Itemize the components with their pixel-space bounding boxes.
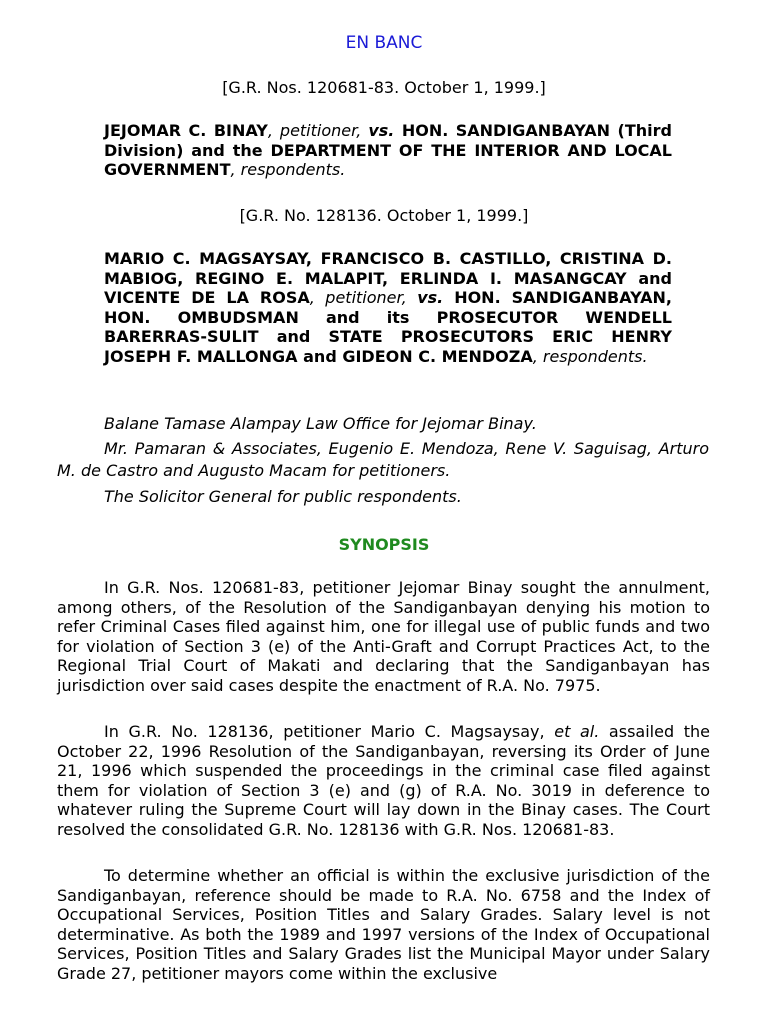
case1-respondents-names: HON. SANDIGANBAYAN (Third Division) and the DEPARTMENT OF THE INTERIOR AND LOCAL GOVERNMENT: [104, 121, 672, 180]
case1-petitioner-name: JEJOMAR C. BINAY: [104, 121, 268, 140]
case2-vs: vs.: [417, 288, 444, 308]
case1-respondents-role: , respondents.: [230, 160, 346, 180]
counsel-line-1: Balane Tamase Alampay Law Office for Jejomar Binay.: [104, 414, 537, 433]
case1-vs: vs.: [368, 121, 395, 140]
counsel-line-3: The Solicitor General for public respondents.: [104, 487, 462, 506]
synopsis-paragraph-1: In G.R. Nos. 120681-83, petitioner Jejomar Binay sought the annulment, among others, of the Resolution of the Sandiganbayan denying his motion to refer Criminal Cases filed against him, one for illegal use of public funds and two for violation of Section 3 (e) of the Anti-Graft and Corrupt Practices Act, to the Regional Trial Court of Makati and declaring that the Sandiganbayan has jurisdiction over said cases despite the enactment of R.A. No. 7975.: [57, 578, 710, 695]
synopsis-paragraph-3: To determine whether an official is within the exclusive jurisdiction of the Sandiganbayan, reference should be made to R.A. No. 6758 and the Index of Occupational Services, Position Titles and Salary Grades. Salary level is not determinative. As both the 1989 and 1997 versions of the Index of Occupational Services, Position Titles and Salary Grades list the Municipal Mayor under Salary Grade 27, petitioner mayors come within the exclusive: [57, 866, 710, 983]
case2-caption: [104, 249, 672, 367]
synopsis-heading: SYNOPSIS: [338, 535, 430, 554]
counsel-line-2: Mr. Pamaran & Associates, Eugenio E. Mendoza, Rene V. Saguisag, Arturo M. de Castro and Augusto Macam for petitioners.: [57, 439, 709, 480]
case2-petitioner-names: MARIO C. MAGSAYSAY, FRANCISCO B. CASTILLO, CRISTINA D. MABIOG, REGINO E. MALAPIT, ERLINDA I. MASANGCAY and VICENTE DE LA ROSA: [104, 249, 672, 308]
synopsis-paragraph-2: [57, 722, 710, 840]
synopsis-p2-et-al: et al.: [554, 722, 600, 741]
synopsis-p2-text-end: assailed the October 22, 1996 Resolution of the Sandiganbayan, reversing its Order of June 21, 1996 which suspended the proceedings in the criminal case filed against them for violation of Section 3 (e) and (g) of R.A. No. 3019 in deference to whatever ruling the Supreme Court will lay down in the Binay cases. The Court resolved the consolidated G.R. No. 128136 with G.R. Nos. 120681-83.: [57, 722, 710, 839]
case1-petitioner-role: , petitioner,: [267, 121, 369, 140]
case2-respondents-names: HON. SANDIGANBAYAN, HON. OMBUDSMAN and its PROSECUTOR WENDELL BARERRAS-SULIT and STATE PROSECUTORS ERIC HENRY JOSEPH F. MALLONGA and GIDEON C. MENDOZA: [104, 288, 673, 366]
case2-respondents-role: , respondents.: [532, 346, 648, 366]
case1-caption: [104, 121, 672, 180]
case2-gr-number: [G.R. No. 128136. October 1, 1999.]: [239, 206, 529, 225]
synopsis-p2-text-start: In G.R. No. 128136, petitioner Mario C. Magsaysay,: [104, 722, 555, 741]
case2-petitioner-role: , petitioner,: [309, 288, 418, 308]
case1-gr-number: [G.R. Nos. 120681-83. October 1, 1999.]: [222, 78, 546, 97]
court-division-heading: EN BANC: [345, 33, 423, 53]
